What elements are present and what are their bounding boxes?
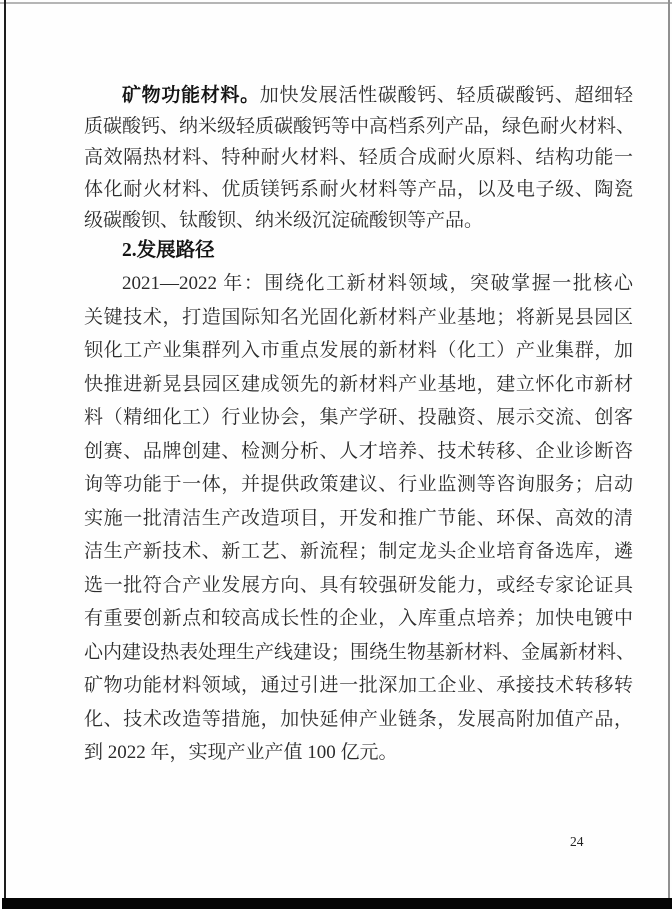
paragraph-line: 关键技术，打造国际知名光固化新材料产业基地；将新晃县园区: [84, 306, 633, 328]
page-number: 24: [570, 834, 584, 849]
paragraph-line-text: 加快发展活性碳酸钙、轻质碳酸钙、超细轻: [259, 85, 633, 106]
scan-edge-right: [668, 0, 670, 909]
paragraph-mineral-materials: [84, 80, 636, 236]
paragraph-line: 高效隔热材料、特种耐火材料、轻质合成耐火原料、结构功能一: [84, 147, 633, 169]
paragraph-line: 级碳酸钡、钛酸钡、纳米级沉淀硫酸钡等产品。: [84, 209, 484, 231]
paragraph-line: [84, 80, 633, 111]
paragraph-line: 到 2022 年，实现产业产值 100 亿元。: [84, 742, 398, 763]
paragraph-development-path: [84, 267, 636, 770]
paragraph-line: 洁生产新技术、新工艺、新流程；制定龙头企业培育备选库，遴: [84, 541, 633, 562]
paragraph-line: 矿物功能材料领域，通过引进一批深加工企业、承接技术转移转: [84, 675, 633, 696]
paragraph-line: 心内建设热表处理生产线建设；围绕生物基新材料、金属新材料、: [84, 641, 636, 663]
paragraph-line: 询等功能于一体，并提供政策建议、行业监测等咨询服务；启动: [84, 474, 633, 495]
paragraph-line: 钡化工产业集群列入市重点发展的新材料（化工）产业集群，加: [84, 340, 633, 361]
scan-edge-left: [4, 0, 6, 909]
paragraph-line: 创赛、品牌创建、检测分析、人才培养、技术转移、企业诊断咨: [84, 440, 633, 462]
paragraph-line: 有重要创新点和较高成长性的企业，入库重点培养；加快电镀中: [84, 608, 633, 629]
paragraph-line: 化、技术改造等措施，加快延伸产业链条，发展高附加值产品，: [84, 708, 633, 730]
paragraph-line: 质碳酸钙、纳米级轻质碳酸钙等中高档系列产品，绿色耐火材料、: [84, 116, 636, 138]
paragraph-line: 料（精细化工）行业协会，集产学研、投融资、展示交流、创客: [84, 407, 633, 428]
term-lead-bold: 矿物功能材料。: [122, 85, 260, 106]
section-heading-development-path: 2.发展路径: [122, 240, 215, 261]
paragraph-line: 实施一批清洁生产改造项目，开发和推广节能、环保、高效的清: [84, 507, 633, 529]
scan-edge-top: [0, 2, 672, 4]
paragraph-line: 2021—2022 年：围绕化工新材料领域，突破掌握一批核心: [122, 273, 633, 294]
scan-edge-bottom: [2, 898, 672, 909]
paragraph-line: 选一批符合产业发展方向、具有较强研发能力，或经专家论证具: [84, 574, 633, 596]
paragraph-line: 快推进新晃县园区建成领先的新材料产业基地，建立怀化市新材: [84, 373, 633, 395]
paragraph-line: 体化耐火材料、优质镁钙系耐火材料等产品，以及电子级、陶瓷: [84, 178, 633, 200]
